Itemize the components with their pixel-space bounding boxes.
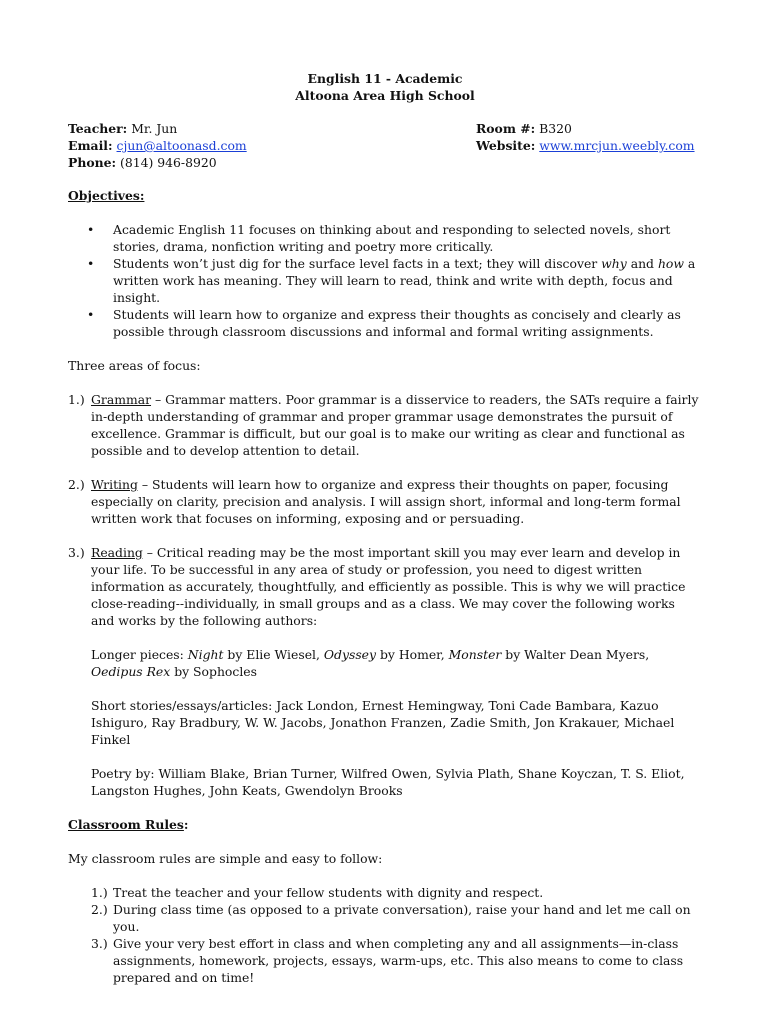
emphasis-how: how	[657, 256, 684, 271]
objective-text-part: a written work has meaning. They will learn to read, think and write with depth, focus and insight.	[113, 256, 696, 305]
objective-item	[68, 221, 702, 255]
objective-text-part: and	[626, 256, 658, 271]
rule-item	[68, 935, 702, 986]
rule-item	[68, 884, 702, 901]
bullet-icon: •	[87, 222, 95, 237]
short-stories: Short stories/essays/articles: Jack London, Ernest Hemingway, Toni Cade Bambara, Kazuo Ishiguro, Ray Bradbury, W. W. Jacobs, Jonathon Franzen, Zadie Smith, Jon Krakauer, Michael Finkel	[91, 698, 675, 747]
phone-number: (814) 946-8920	[120, 155, 217, 170]
focus-intro: Three areas of focus:	[68, 358, 201, 373]
room-line	[476, 120, 695, 137]
website-label: Website:	[476, 138, 536, 153]
website-line	[476, 137, 695, 154]
reading-label: Reading	[91, 545, 143, 560]
reading-text: – Critical reading may be the most important skill you may ever learn and develop in your life. To be successful in any area of study or profession, you need to digest written information as accurately, thoughtfully, and efficiently as possible. This is why we will practice close-reading--individually, in small groups and as a class. We may cover the following works and works by the following authors:	[91, 545, 686, 628]
document-page	[68, 70, 702, 986]
longer-text: by Elie Wiesel,	[223, 647, 324, 662]
objective-text-part: Students won’t just dig for the surface level facts in a text; they will discover	[113, 256, 602, 271]
rule-text: Treat the teacher and your fellow students with dignity and respect.	[113, 885, 544, 900]
room-label: Room #:	[476, 121, 536, 136]
poetry: Poetry by: William Blake, Brian Turner, Wilfred Owen, Sylvia Plath, Shane Koyczan, T. S. Eliot, Langston Hughes, John Keats, Gwendolyn Brooks	[91, 766, 685, 798]
grammar-text: – Grammar matters. Poor grammar is a disservice to readers, the SATs require a fairly in-depth understanding of grammar and proper grammar usage demonstrates the pursuit of excellence. Grammar is difficult, but our goal is to make our writing as clear and functional as possible and to develop attention to detail.	[91, 392, 699, 458]
item-number: 2.)	[68, 477, 85, 492]
phone-label: Phone:	[68, 155, 117, 170]
focus-writing	[68, 476, 702, 527]
objective-item	[68, 306, 702, 340]
objectives-list	[68, 221, 702, 340]
longer-text: by Sophocles	[170, 664, 257, 679]
rule-number: 3.)	[91, 936, 108, 951]
title-night: Night	[187, 647, 224, 662]
rules-heading-colon: :	[183, 817, 189, 832]
teacher-label: Teacher:	[68, 121, 128, 136]
rule-text: Give your very best effort in class and when completing any and all assignments—in-class assignments, homework, projects, essays, warm-ups, etc. This also means to come to class prepared and on time!	[113, 936, 684, 985]
email-line	[68, 137, 247, 154]
item-number: 3.)	[68, 545, 85, 560]
item-number: 1.)	[68, 392, 85, 407]
rule-item	[68, 901, 702, 935]
school-name: Altoona Area High School	[295, 88, 475, 103]
focus-reading	[68, 544, 702, 799]
rule-number: 1.)	[91, 885, 108, 900]
contact-right	[476, 120, 695, 154]
writing-text: – Students will learn how to organize and express their thoughts on paper, focusing especially on clarity, precision and analysis. I will assign short, informal and long-term formal written work that focuses on informing, exposing and or persuading.	[91, 477, 681, 526]
bullet-icon: •	[87, 307, 95, 322]
rules-heading-text: Classroom Rules	[68, 817, 184, 832]
title-oedipus: Oedipus Rex	[91, 664, 171, 679]
rules-heading	[68, 816, 702, 833]
email-link[interactable]: cjun@altoonasd.com	[116, 138, 247, 153]
focus-grammar	[68, 391, 702, 459]
room-number: B320	[539, 121, 572, 136]
title-odyssey: Odyssey	[323, 647, 377, 662]
contact-info	[68, 120, 702, 171]
rules-intro: My classroom rules are simple and easy to follow:	[68, 851, 383, 866]
grammar-label: Grammar	[91, 392, 152, 407]
longer-text: by Homer,	[376, 647, 449, 662]
writing-label: Writing	[91, 477, 138, 492]
teacher-line	[68, 120, 247, 137]
teacher-name: Mr. Jun	[131, 121, 178, 136]
objective-item	[68, 255, 702, 306]
contact-left	[68, 120, 247, 171]
objective-text: Academic English 11 focuses on thinking about and responding to selected novels, short stories, drama, nonfiction writing and poetry more critically.	[113, 222, 671, 254]
website-link[interactable]: www.mrcjun.weebly.com	[539, 138, 695, 153]
rule-number: 2.)	[91, 902, 108, 917]
document-title	[68, 70, 702, 104]
bullet-icon: •	[87, 256, 95, 271]
title-monster: Monster	[448, 647, 502, 662]
objectives-heading: Objectives:	[68, 188, 145, 203]
rules-list	[68, 884, 702, 986]
longer-text: by Walter Dean Myers,	[501, 647, 650, 662]
email-label: Email:	[68, 138, 113, 153]
longer-text: Longer pieces:	[91, 647, 188, 662]
rule-text: During class time (as opposed to a private conversation), raise your hand and let me call on you.	[113, 902, 691, 934]
course-title: English 11 - Academic	[307, 71, 463, 86]
longer-pieces	[91, 646, 702, 680]
objective-text: Students will learn how to organize and express their thoughts as concisely and clearly as possible through classroom discussions and informal and formal writing assignments.	[113, 307, 681, 339]
emphasis-why: why	[601, 256, 627, 271]
phone-line	[68, 154, 247, 171]
